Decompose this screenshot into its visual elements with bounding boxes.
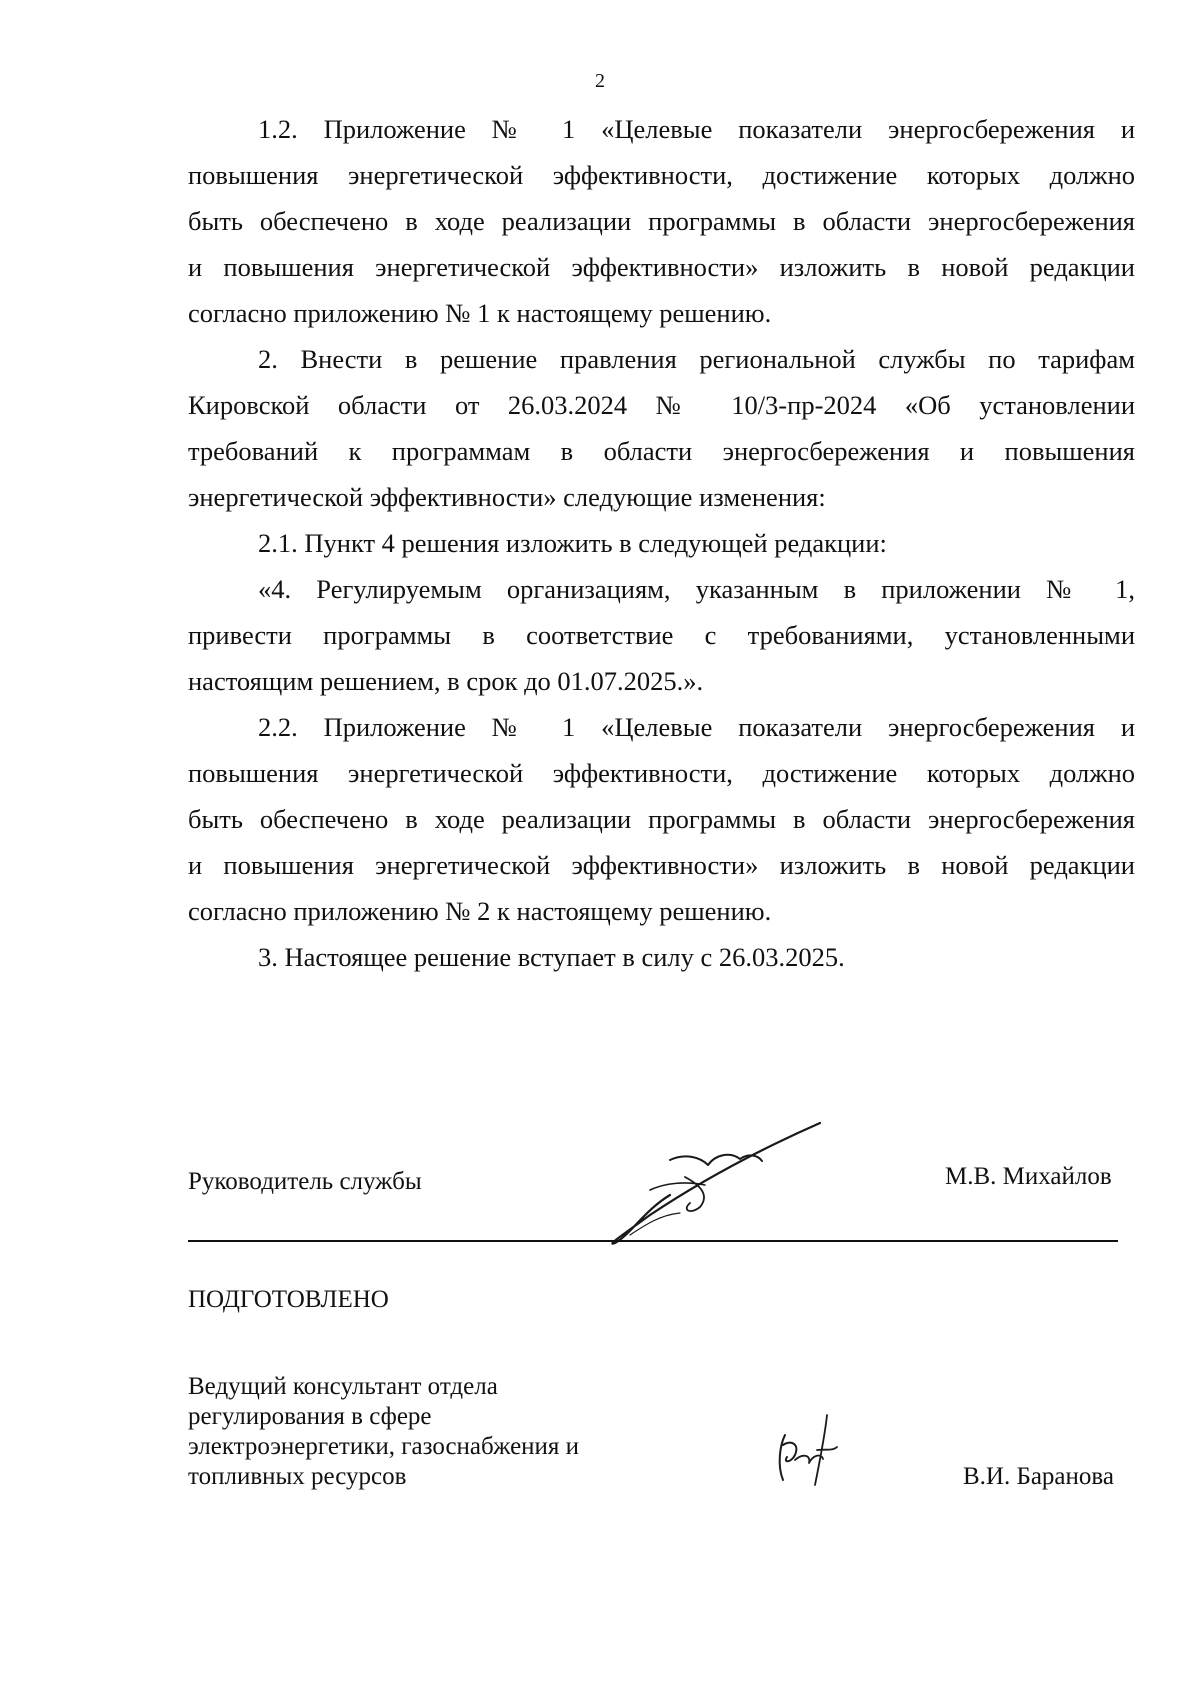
body-line: быть обеспечено в ходе реализации программы в области энергосбережения bbox=[188, 206, 1135, 236]
body-line: 3. Настоящее решение вступает в силу с 26.03.2025. bbox=[258, 942, 845, 972]
handwritten-signature-icon bbox=[590, 1115, 910, 1255]
body-line: быть обеспечено в ходе реализации программы в области энергосбережения bbox=[188, 804, 1135, 834]
body-line: настоящим решением, в срок до 01.07.2025.». bbox=[188, 666, 704, 696]
body-line: согласно приложению № 1 к настоящему решению. bbox=[188, 298, 772, 328]
body-line: повышения энергетической эффективности, достижение которых должно bbox=[188, 160, 1135, 190]
body-line: требований к программам в области энергосбережения и повышения bbox=[188, 436, 1135, 466]
body-line: Кировской области от 26.03.2024 № 10/3-пр-2024 «Об установлении bbox=[188, 390, 1135, 420]
body-line: энергетической эффективности» следующие изменения: bbox=[188, 482, 826, 512]
signatory-name: М.В. Михайлов bbox=[945, 1163, 1112, 1190]
body-line: 2.2. Приложение № 1 «Целевые показатели энергосбережения и bbox=[258, 712, 1135, 742]
handwritten-initials-icon bbox=[765, 1405, 855, 1495]
preparer-position-line: регулирования в сфере bbox=[188, 1403, 432, 1430]
signatory-position: Руководитель службы bbox=[188, 1168, 422, 1195]
preparer-position-line: электроэнергетики, газоснабжения и bbox=[188, 1433, 580, 1460]
body-line: 1.2. Приложение № 1 «Целевые показатели энергосбережения и bbox=[258, 114, 1135, 144]
prepared-heading: ПОДГОТОВЛЕНО bbox=[188, 1286, 389, 1313]
signature-divider bbox=[188, 1240, 1118, 1242]
preparer-position-line: Ведущий консультант отдела bbox=[188, 1373, 498, 1400]
body-line: 2. Внести в решение правления региональной службы по тарифам bbox=[258, 344, 1135, 374]
page-number: 2 bbox=[595, 70, 605, 92]
body-line: «4. Регулируемым организациям, указанным в приложении № 1, bbox=[258, 574, 1135, 604]
body-line: 2.1. Пункт 4 решения изложить в следующей редакции: bbox=[258, 528, 887, 558]
preparer-name: В.И. Баранова bbox=[963, 1463, 1114, 1490]
body-line: согласно приложению № 2 к настоящему решению. bbox=[188, 896, 772, 926]
preparer-position-line: топливных ресурсов bbox=[188, 1463, 407, 1490]
body-line: привести программы в соответствие с требованиями, установленными bbox=[188, 620, 1135, 650]
body-line: и повышения энергетической эффективности» изложить в новой редакции bbox=[188, 850, 1135, 880]
body-line: и повышения энергетической эффективности» изложить в новой редакции bbox=[188, 252, 1135, 282]
body-line: повышения энергетической эффективности, достижение которых должно bbox=[188, 758, 1135, 788]
